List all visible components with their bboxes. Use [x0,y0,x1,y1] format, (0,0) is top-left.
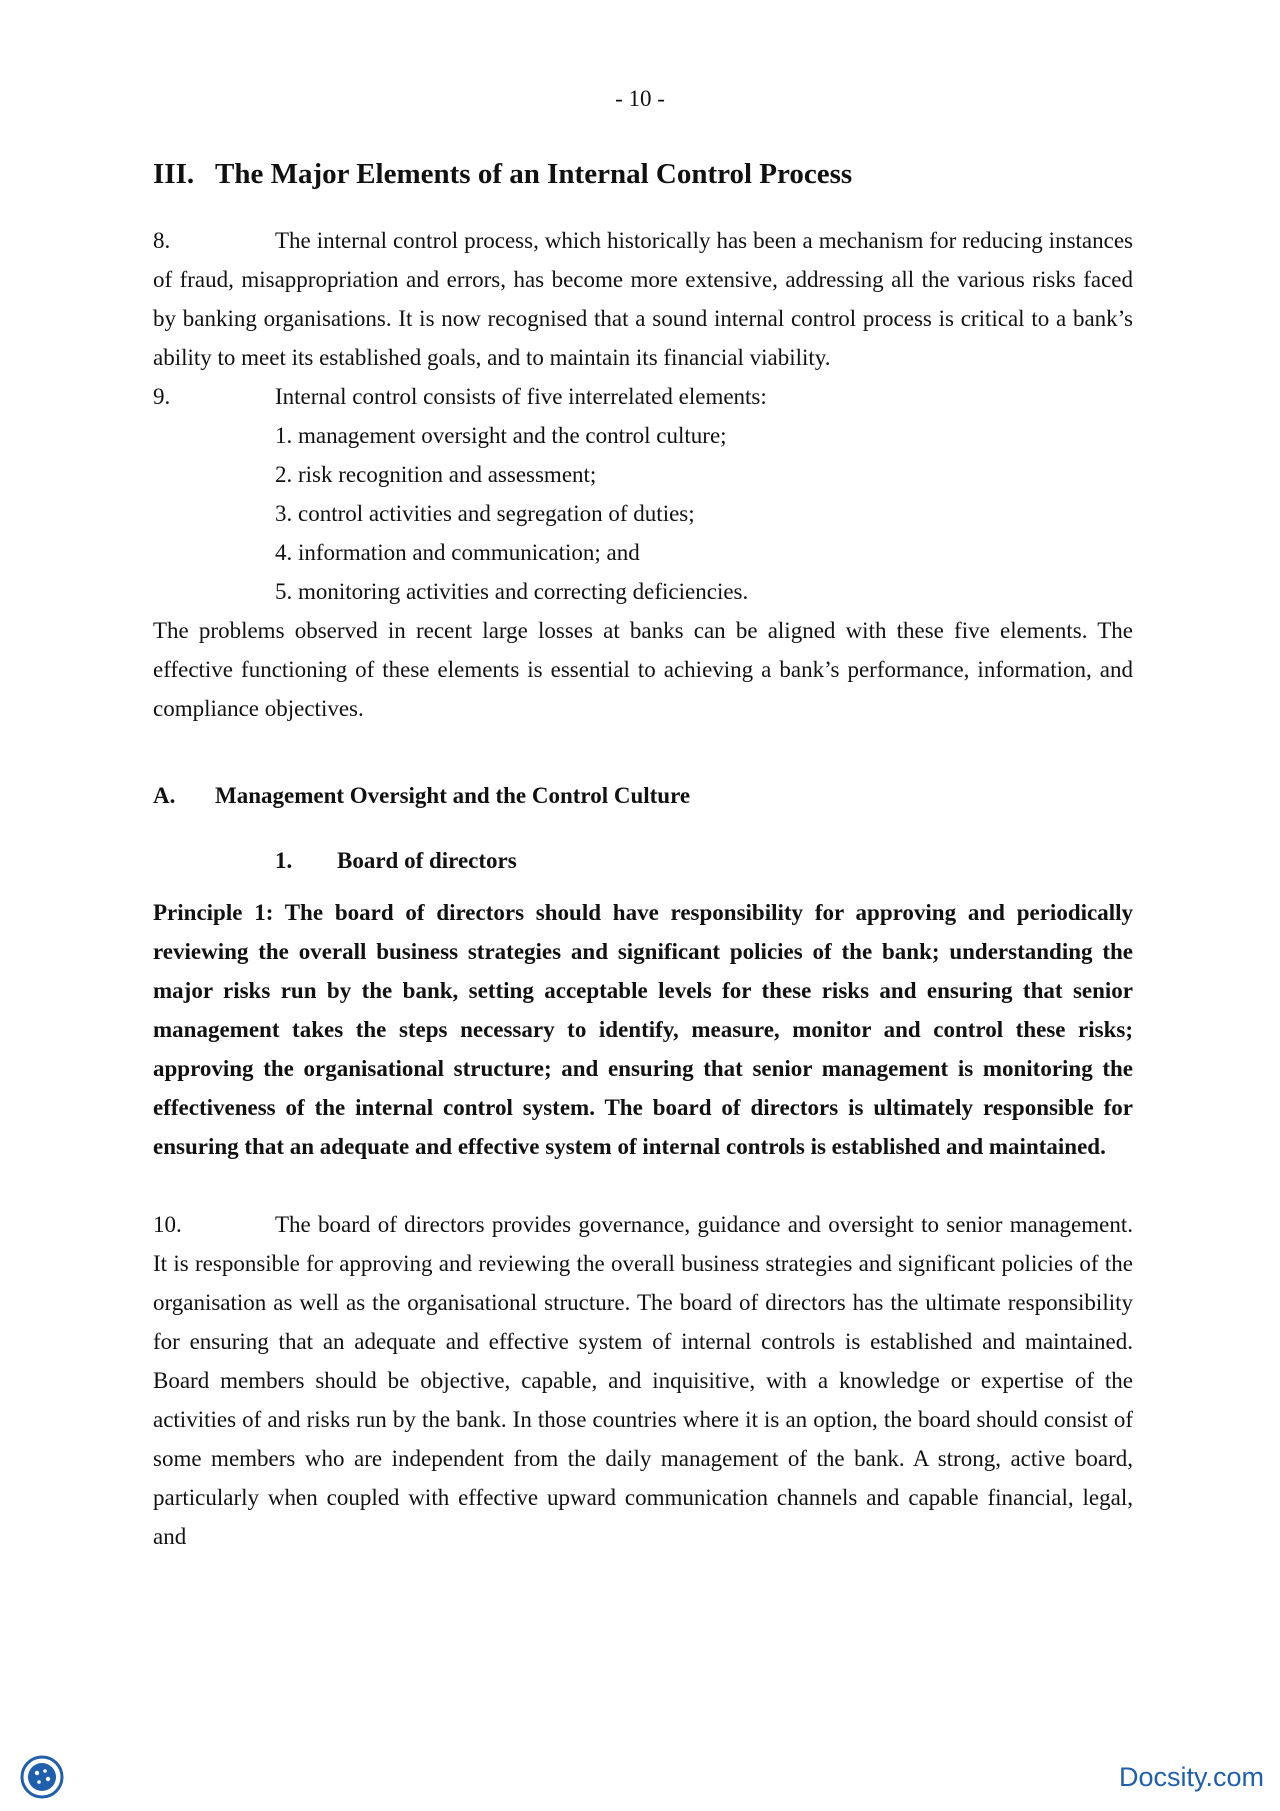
subsubsection-heading [153,841,1133,880]
paragraph-10 [153,1205,1133,1556]
list-item: 5. monitoring activities and correcting deficiencies. [275,579,749,604]
paragraph-number: 8. [153,228,171,253]
subsection-title: Management Oversight and the Control Culture [215,783,691,808]
paragraph-text: Internal control consists of five interrelated elements: [275,384,767,409]
document-body [153,158,1133,1556]
list-item: 2. risk recognition and assessment; [275,462,597,487]
list-item: 3. control activities and segregation of duties; [275,501,695,526]
page-number: - 10 - [615,86,665,111]
paragraph-text: The board of directors provides governance, guidance and oversight to senior management. It is responsible for approving and reviewing the overall business strategies and significant policies of the organisation as well as the organisational structure. The board of directors has the ultimate responsibility for ensuring that an adequate and effective system of internal controls is established and maintained. Board members should be objective, capable, and inquisitive, with a knowledge or expertise of the activities of and risks run by the bank. In those countries where it is an option, the board should consist of some members who are independent from the daily management of the bank. A strong, active board, particularly when coupled with effective upward communication channels and capable financial, legal, and [153,1212,1133,1549]
elements-list [153,416,1133,611]
section-heading [153,158,1133,191]
paragraph-number: 10. [153,1212,182,1237]
subsubsection-number: 1. [275,848,293,873]
paragraph-number: 9. [153,384,171,409]
paragraph-9-intro [153,377,1133,416]
section-title: The Major Elements of an Internal Control Process [215,158,853,190]
subsection-heading [153,776,1133,815]
paragraph-8 [153,221,1133,377]
principle-1: Principle 1: The board of directors should have responsibility for approving and periodically reviewing the overall business strategies and significant policies of the bank; understanding the major risks run by the bank, setting acceptable levels for these risks and ensuring that senior management takes the steps necessary to identify, measure, monitor and control these risks; approving the organisational structure; and ensuring that senior management is monitoring the effectiveness of the internal control system. The board of directors is ultimately responsible for ensuring that an adequate and effective system of internal controls is established and maintained. [153,900,1133,1159]
section-roman-numeral: III. [153,158,195,190]
list-item: 1. management oversight and the control culture; [275,423,727,448]
list-item: 4. information and communication; and [275,540,640,565]
subsubsection-title: Board of directors [337,848,517,873]
paragraph-9-closing: The problems observed in recent large losses at banks can be aligned with these five elements. The effective functioning of these elements is essential to achieving a bank’s performance, information, and compliance objectives. [153,618,1133,721]
docsity-logo-icon[interactable] [20,1755,64,1799]
subsection-letter: A. [153,783,176,808]
docsity-brand-link[interactable]: Docsity.com [1118,1762,1264,1792]
paragraph-text: The internal control process, which historically has been a mechanism for reducing instances of fraud, misappropriation and errors, has become more extensive, addressing all the various risks faced by banking organisations. It is now recognised that a sound internal control process is critical to a bank’s ability to meet its established goals, and to maintain its financial viability. [153,228,1133,370]
